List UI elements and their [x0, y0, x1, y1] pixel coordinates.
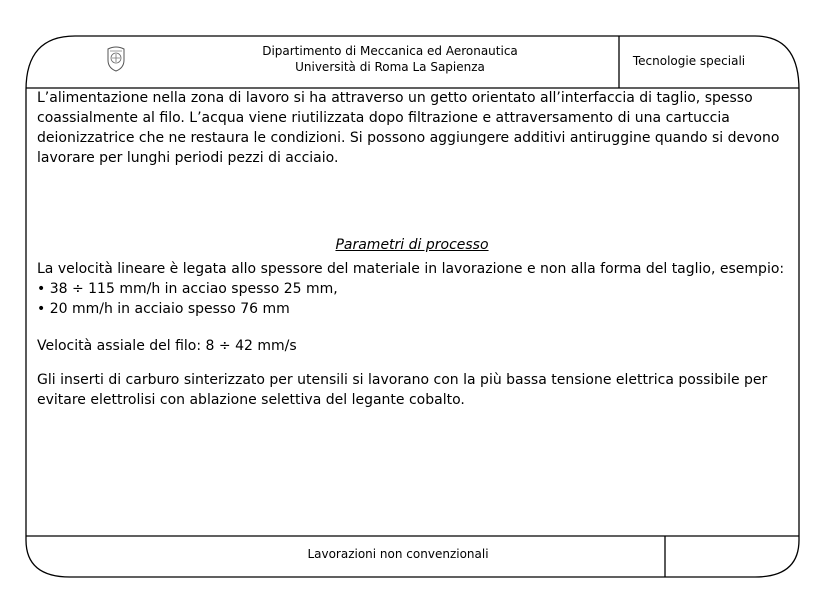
bullet-item: • 38 ÷ 115 mm/h in acciao spesso 25 mm, — [37, 281, 338, 297]
inserts-line: evitare elettrolisi con ablazione selettiva del legante cobalto. — [37, 392, 465, 408]
course-name: Tecnologie speciali — [632, 54, 746, 68]
department-name: Dipartimento di Meccanica ed Aeronautica — [262, 44, 518, 58]
intro-line: coassialmente al filo. L’acqua viene riutilizzata dopo filtrazione e attraversamento di una cartuccia — [37, 110, 730, 126]
intro-line: lavorare per lunghi periodi pezzi di acciaio. — [37, 150, 339, 166]
intro-line: deionizzatrice che ne restaura le condizioni. Si possono aggiungere additivi antiruggine quando si devono — [37, 130, 780, 146]
footer-title: Lavorazioni non convenzionali — [307, 547, 489, 561]
speed-lead: La velocità lineare è legata allo spessore del materiale in lavorazione e non alla forma del taglio, esempio: — [37, 261, 785, 277]
axial-speed: Velocità assiale del filo: 8 ÷ 42 mm/s — [37, 338, 297, 354]
inserts-line: Gli inserti di carburo sinterizzato per utensili si lavorano con la più bassa tensione elettrica possibile per — [37, 372, 768, 388]
university-name: Università di Roma La Sapienza — [295, 60, 485, 74]
bullet-item: • 20 mm/h in acciaio spesso 76 mm — [37, 301, 290, 317]
header-title — [210, 43, 570, 75]
university-seal-icon — [105, 44, 127, 72]
intro-line: L’alimentazione nella zona di lavoro si ha attraverso un getto orientato all’interfaccia di taglio, spesso — [37, 90, 753, 106]
inserts-paragraph — [37, 370, 797, 410]
speed-paragraph — [37, 259, 797, 319]
intro-paragraph — [37, 88, 797, 168]
section-heading: Parametri di processo — [335, 237, 489, 253]
